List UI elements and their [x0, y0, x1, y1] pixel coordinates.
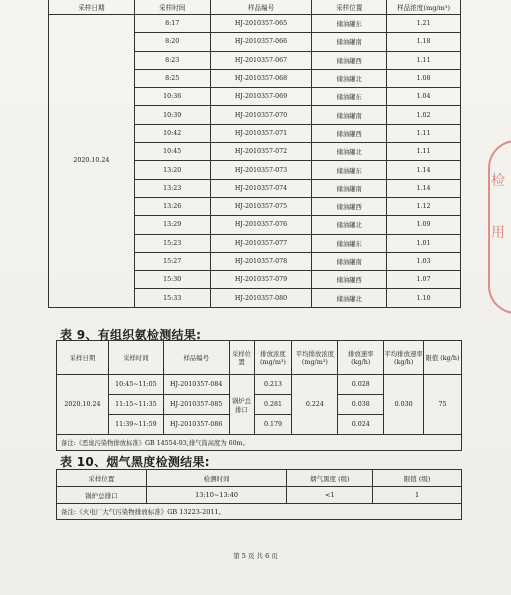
rate-value: 0.038	[338, 395, 384, 415]
header-concentration: 排放浓度 (mg/m³)	[254, 341, 292, 375]
header-limit: 限值 (kg/h)	[424, 341, 462, 375]
sample-id: HJ-2010357-077	[210, 234, 312, 252]
sample-time: 11:15~11:35	[108, 395, 163, 415]
sample-time: 10:45~11:05	[108, 375, 163, 395]
sample-time: 10:45	[134, 143, 210, 161]
sample-id: HJ-2010357-071	[210, 124, 312, 142]
sample-id: HJ-2010357-073	[210, 161, 312, 179]
concentration-value: 1.12	[387, 197, 461, 215]
header-concentration: 样品浓度(mg/m³)	[387, 0, 461, 15]
concentration-value: 1.08	[387, 69, 461, 87]
table-header-row	[57, 341, 462, 375]
stamp-text: 检 用	[491, 173, 505, 241]
sample-time: 15:23	[134, 234, 210, 252]
sample-time: 13:29	[134, 216, 210, 234]
header-sample-id: 样品编号	[163, 341, 229, 375]
header-time: 采样时间	[108, 341, 163, 375]
sample-time: 11:39~11:59	[108, 415, 163, 435]
sampling-table	[48, 0, 461, 308]
smoke-blackness-table	[56, 469, 462, 520]
sample-location: 储油罐东	[312, 161, 387, 179]
concentration-value: 1.11	[387, 51, 461, 69]
sample-id: HJ-2010357-070	[210, 106, 312, 124]
concentration-value: 1.11	[387, 143, 461, 161]
sample-time: 10:42	[134, 124, 210, 142]
sample-time: 15:27	[134, 252, 210, 270]
concentration-value: 1.18	[387, 33, 461, 51]
rate-value: 0.028	[338, 375, 384, 395]
sample-id: HJ-2010357-084	[163, 375, 229, 395]
concentration-value: 0.179	[254, 415, 292, 435]
header-location: 采样位置	[57, 470, 147, 487]
header-location: 采样位置	[312, 0, 387, 15]
limit-value: 75	[424, 375, 462, 435]
table10-title: 表 10、烟气黑度检测结果:	[60, 455, 210, 469]
header-date: 采样日期	[57, 341, 109, 375]
sample-location: 储油罐东	[312, 88, 387, 106]
sample-id: HJ-2010357-086	[163, 415, 229, 435]
header-sample-id: 样品编号	[210, 0, 312, 15]
sample-time: 15:30	[134, 271, 210, 289]
table-note: 备注:《火电厂大气污染物排放标准》GB 13223-2011。	[57, 504, 462, 520]
table-note: 备注:《恶臭污染物排放标准》GB 14554-93,排气筒高度为 60m。	[57, 435, 462, 451]
sample-time: 15:33	[134, 289, 210, 307]
header-rate: 排放速率 (kg/h)	[338, 341, 384, 375]
concentration-value: 0.213	[254, 375, 292, 395]
sample-id: HJ-2010357-066	[210, 33, 312, 51]
header-time: 检测时间	[146, 470, 287, 487]
sample-location: 储油罐南	[312, 179, 387, 197]
header-date: 采样日期	[49, 0, 135, 15]
sample-id: HJ-2010357-072	[210, 143, 312, 161]
page-footer: 第 5 页 共 6 页	[233, 552, 278, 560]
sample-id: HJ-2010357-068	[210, 69, 312, 87]
concentration-value: 1.01	[387, 234, 461, 252]
sample-location: 储油罐东	[312, 234, 387, 252]
sample-location: 锅炉总排口	[229, 375, 254, 435]
sample-location: 储油罐北	[312, 216, 387, 234]
table-row	[57, 487, 462, 504]
limit-value: 1	[373, 487, 462, 504]
table-row	[57, 375, 462, 395]
table-header-row	[57, 470, 462, 487]
rate-value: 0.024	[338, 415, 384, 435]
sample-location: 储油罐南	[312, 33, 387, 51]
concentration-value: 1.10	[387, 289, 461, 307]
concentration-value: 0.281	[254, 395, 292, 415]
concentration-value: 1.21	[387, 15, 461, 33]
header-avg-concentration: 平均排放浓度 (mg/m³)	[292, 341, 338, 375]
sample-time: 13:26	[134, 197, 210, 215]
sample-location: 储油罐西	[312, 51, 387, 69]
ammonia-table	[56, 340, 462, 451]
sample-location: 储油罐东	[312, 15, 387, 33]
header-blackness: 烟气黑度 (级)	[287, 470, 373, 487]
sample-date: 2020.10.24	[49, 15, 135, 308]
table-note-row	[57, 504, 462, 520]
concentration-value: 1.09	[387, 216, 461, 234]
concentration-value: 1.03	[387, 252, 461, 270]
sample-id: HJ-2010357-078	[210, 252, 312, 270]
sample-id: HJ-2010357-075	[210, 197, 312, 215]
sample-location: 储油罐西	[312, 271, 387, 289]
sample-location: 储油罐北	[312, 69, 387, 87]
sample-location: 储油罐南	[312, 252, 387, 270]
blackness-value: <1	[287, 487, 373, 504]
sample-time: 8:23	[134, 51, 210, 69]
sample-location: 储油罐北	[312, 289, 387, 307]
concentration-value: 1.14	[387, 179, 461, 197]
header-location: 采样位置	[229, 341, 254, 375]
sample-id: HJ-2010357-074	[210, 179, 312, 197]
sample-location: 储油罐西	[312, 197, 387, 215]
concentration-value: 1.07	[387, 271, 461, 289]
sample-date: 2020.10.24	[57, 375, 109, 435]
sample-time: 13:10~13:40	[146, 487, 287, 504]
sample-location: 储油罐西	[312, 124, 387, 142]
sample-time: 13:20	[134, 161, 210, 179]
sample-time: 8:25	[134, 69, 210, 87]
sample-id: HJ-2010357-076	[210, 216, 312, 234]
sample-location: 储油罐南	[312, 106, 387, 124]
sample-id: HJ-2010357-080	[210, 289, 312, 307]
table9-title: 表 9、有组织氨检测结果:	[60, 328, 202, 342]
table-row	[49, 15, 461, 33]
header-time: 采样时间	[134, 0, 210, 15]
avg-concentration-value: 0.224	[292, 375, 338, 435]
avg-rate-value: 0.030	[384, 375, 424, 435]
sample-time: 13:23	[134, 179, 210, 197]
sample-id: HJ-2010357-069	[210, 88, 312, 106]
sample-id: HJ-2010357-079	[210, 271, 312, 289]
concentration-value: 1.11	[387, 124, 461, 142]
concentration-value: 1.14	[387, 161, 461, 179]
sample-time: 8:20	[134, 33, 210, 51]
sample-location: 锅炉总排口	[57, 487, 147, 504]
concentration-value: 1.02	[387, 106, 461, 124]
sample-id: HJ-2010357-085	[163, 395, 229, 415]
sample-id: HJ-2010357-067	[210, 51, 312, 69]
header-avg-rate: 平均排放速率 (kg/h)	[384, 341, 424, 375]
header-limit: 限值 (级)	[373, 470, 462, 487]
sample-time: 10:39	[134, 106, 210, 124]
sample-id: HJ-2010357-065	[210, 15, 312, 33]
sample-time: 10:36	[134, 88, 210, 106]
table-header-row	[49, 0, 461, 15]
concentration-value: 1.04	[387, 88, 461, 106]
sample-time: 8:17	[134, 15, 210, 33]
sample-location: 储油罐北	[312, 143, 387, 161]
table-note-row	[57, 435, 462, 451]
